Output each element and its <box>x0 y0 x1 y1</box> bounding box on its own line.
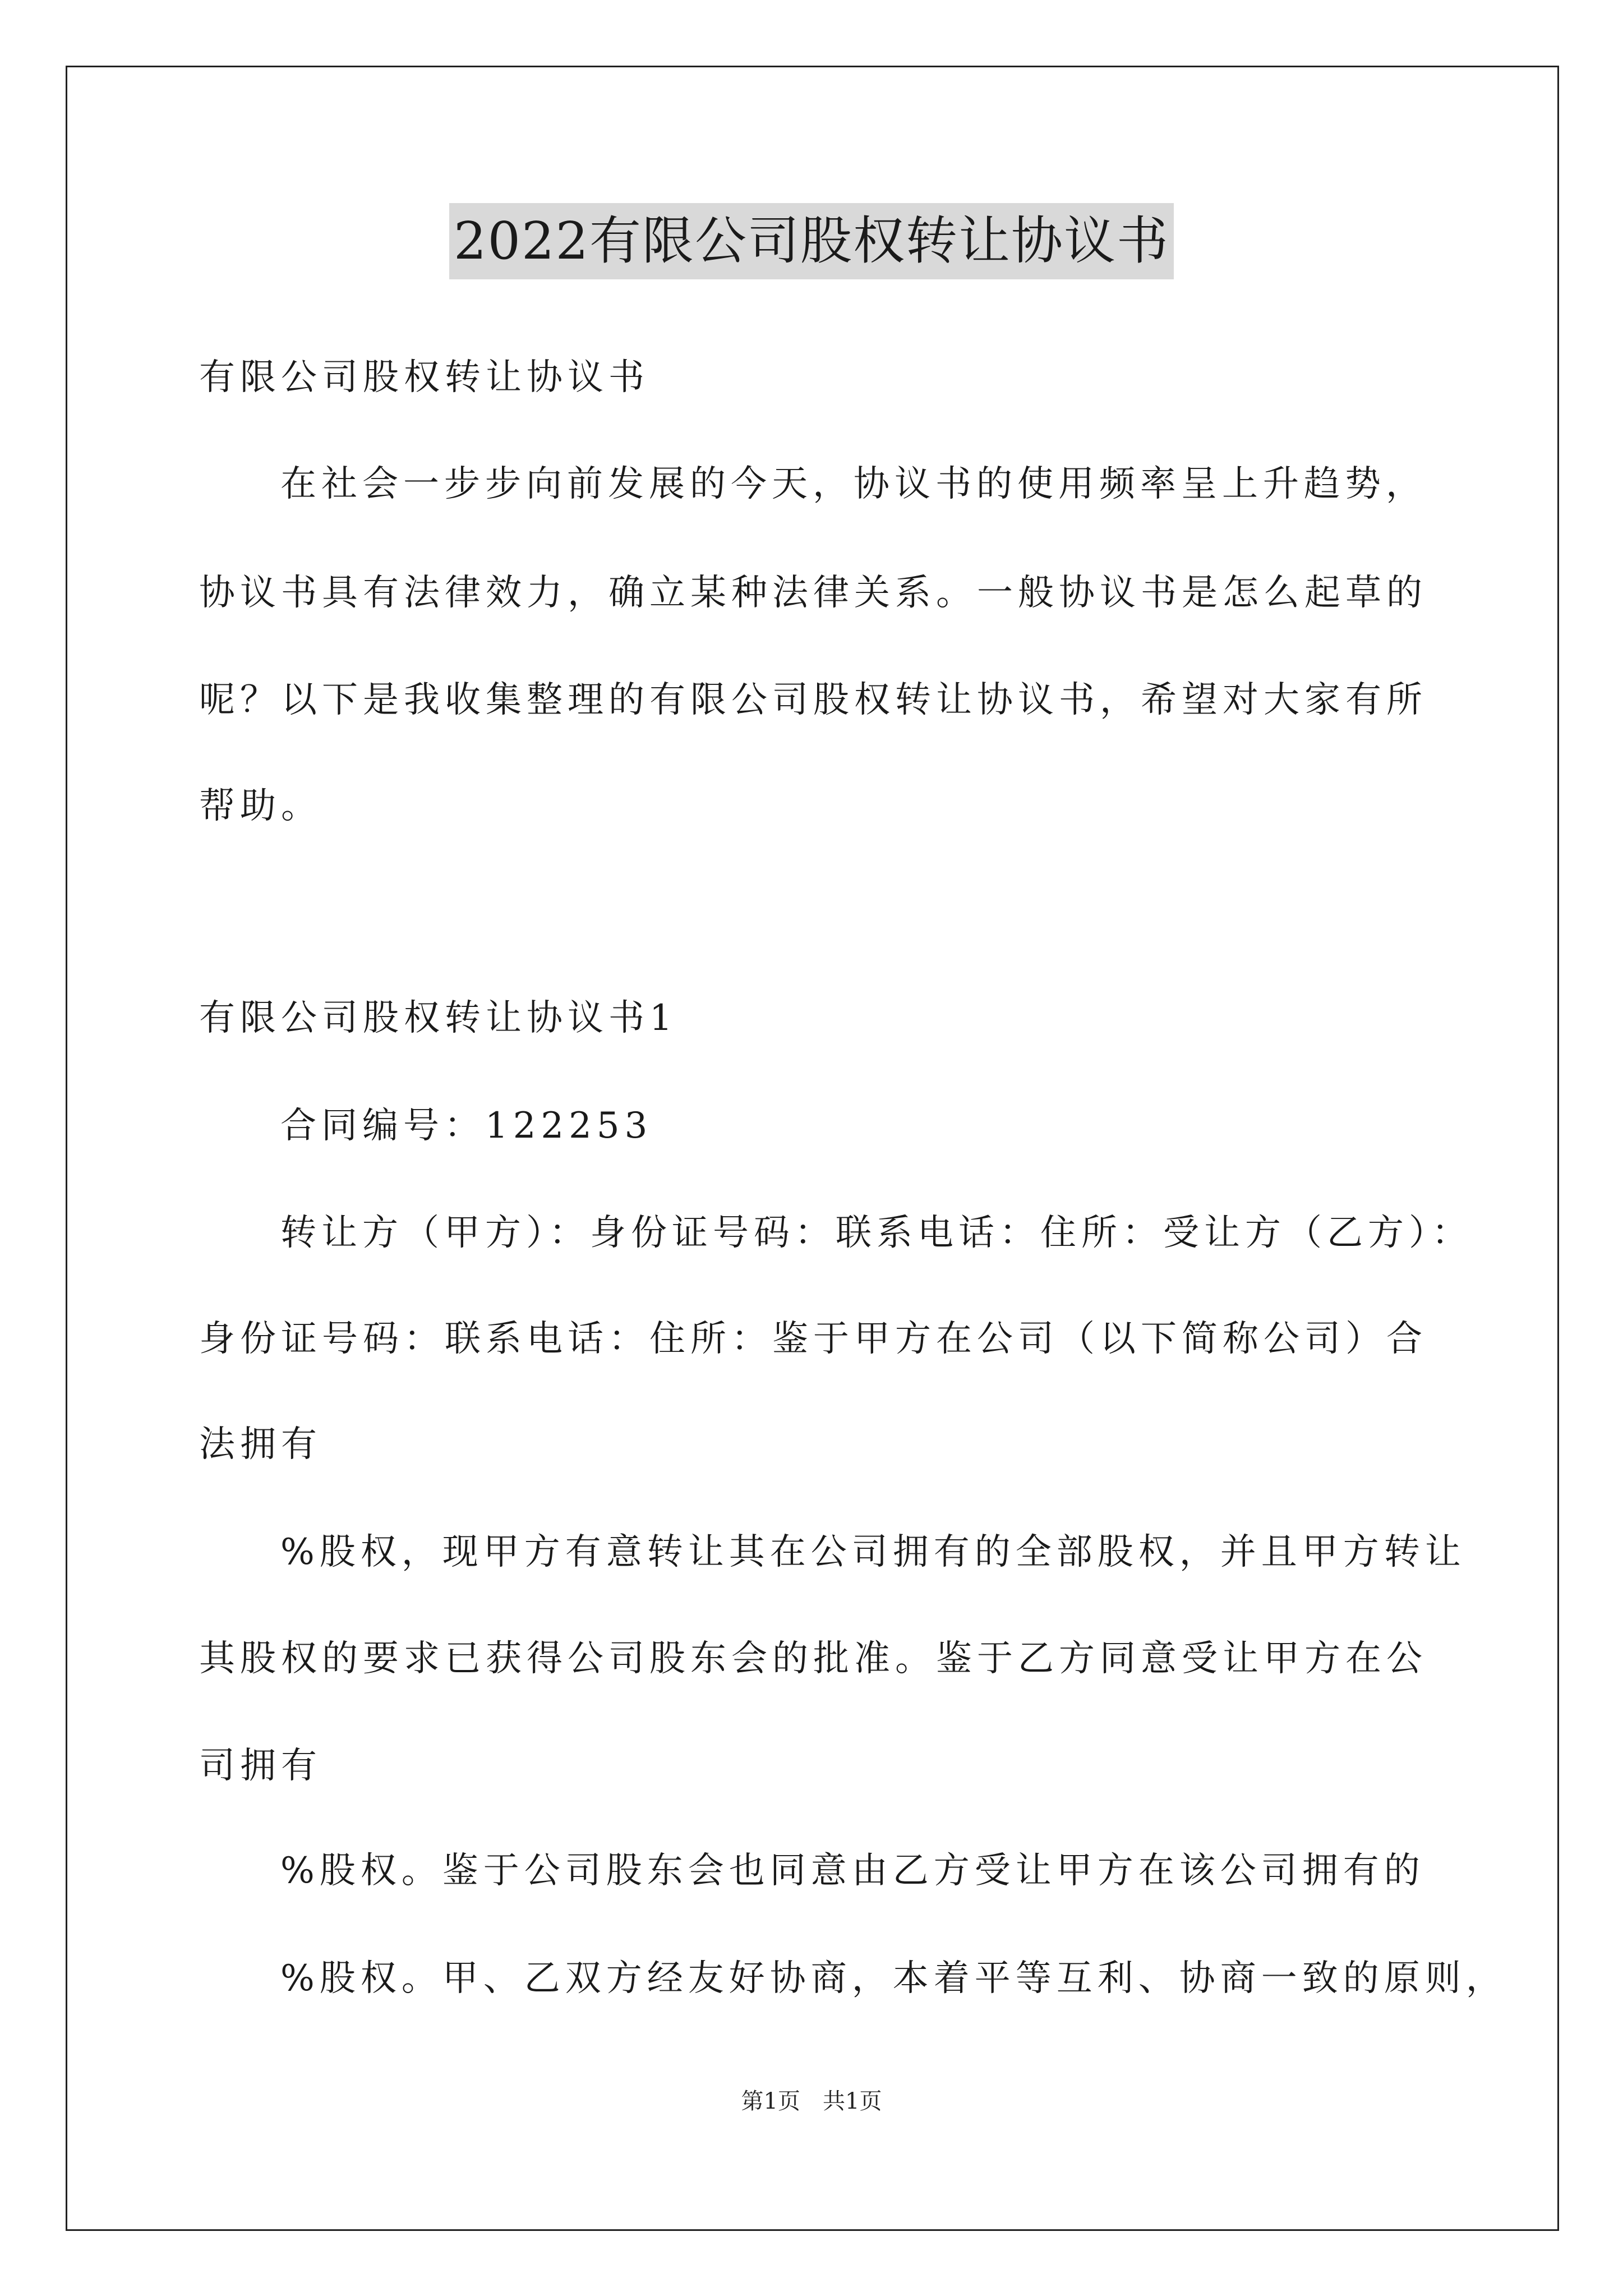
page-footer <box>0 2086 1623 2117</box>
paragraph-line: 转让方（甲方）：身份证号码：联系电话：住所：受让方（乙方）： <box>280 1212 1473 1254</box>
paragraph-line: 合同编号：122253 <box>280 1105 653 1147</box>
paragraph-line: 司拥有 <box>199 1745 322 1787</box>
document-title: 2022有限公司股权转让协议书 <box>449 203 1174 279</box>
section-heading: 有限公司股权转让协议书1 <box>199 997 677 1039</box>
paragraph-line: 法拥有 <box>199 1424 322 1465</box>
title-container <box>0 203 1623 279</box>
document-subtitle: 有限公司股权转让协议书 <box>199 357 649 398</box>
paragraph-line: %股权，现甲方有意转让其在公司拥有的全部股权，并且甲方转让 <box>280 1531 1466 1573</box>
page-total: 共1页 <box>823 2088 882 2114</box>
paragraph-line: 呢？以下是我收集整理的有限公司股权转让协议书，希望对大家有所 <box>199 679 1427 721</box>
paragraph-line: 协议书具有法律效力，确立某种法律关系。一般协议书是怎么起草的 <box>199 572 1427 614</box>
paragraph-line: %股权。甲、乙双方经友好协商，本着平等互利、协商一致的原则， <box>280 1958 1507 1999</box>
paragraph-line: 帮助。 <box>199 785 322 827</box>
paragraph-line: %股权。鉴于公司股东会也同意由乙方受让甲方在该公司拥有的 <box>280 1850 1425 1892</box>
paragraph-line: 在社会一步步向前发展的今天，协议书的使用频率呈上升趋势， <box>280 463 1427 505</box>
paragraph-line: 其股权的要求已获得公司股东会的批准。鉴于乙方同意受让甲方在公 <box>199 1638 1427 1680</box>
page-number: 第1页 <box>741 2088 800 2114</box>
paragraph-line: 身份证号码：联系电话：住所：鉴于甲方在公司（以下简称公司）合 <box>199 1318 1427 1360</box>
